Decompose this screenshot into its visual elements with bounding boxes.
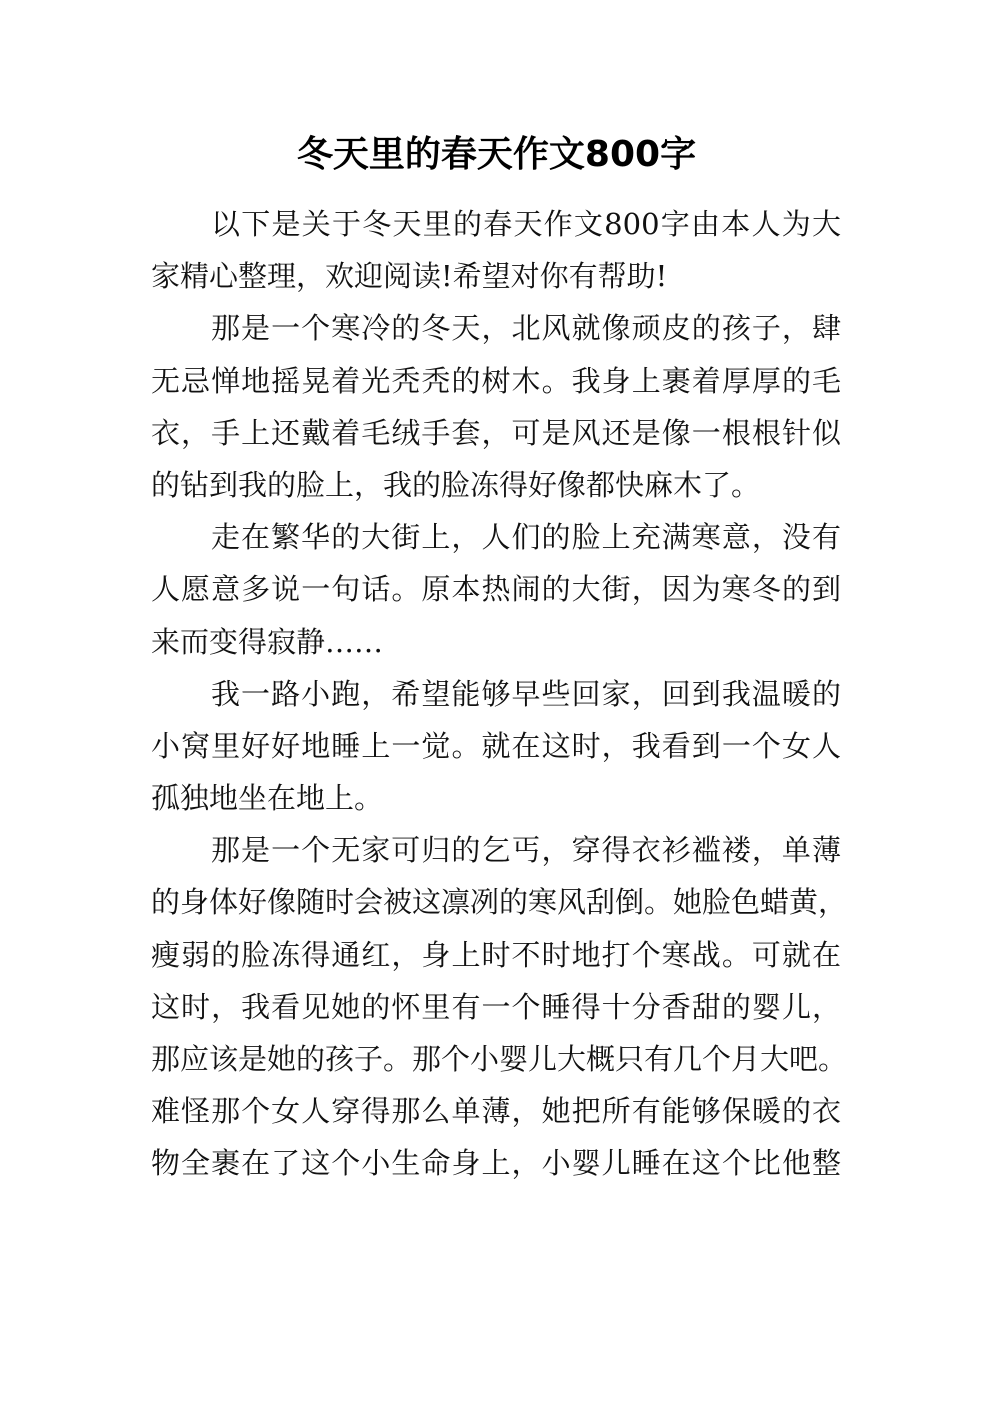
text-line: 来而变得寂静…… bbox=[151, 624, 384, 659]
text-line: 我一路小跑，希望能够早些回家，回到我温暖的 bbox=[211, 676, 841, 711]
paragraph bbox=[151, 824, 848, 1189]
text-line: 小窝里好好地睡上一觉。就在这时，我看到一个女人 bbox=[151, 728, 841, 763]
text-line: 这时，我看见她的怀里有一个睡得十分香甜的婴儿， bbox=[151, 989, 841, 1024]
text-line: 难怪那个女人穿得那么单薄，她把所有能够保暖的衣 bbox=[151, 1094, 841, 1129]
paragraph bbox=[151, 668, 841, 825]
text-line: 瘦弱的脸冻得通红，身上时不时地打个寒战。可就在 bbox=[151, 937, 841, 972]
paragraph bbox=[151, 302, 841, 511]
document-title: 冬天里的春天作文800字 bbox=[296, 134, 697, 175]
paragraph bbox=[151, 198, 841, 302]
text-line: 无忌惮地摇晃着光秃秃的树木。我身上裹着厚厚的毛 bbox=[151, 363, 841, 398]
text-line: 孤独地坐在地上。 bbox=[151, 781, 384, 816]
document-body bbox=[151, 198, 848, 1190]
text-line: 那应该是她的孩子。那个小婴儿大概只有几个月大吧。 bbox=[151, 1042, 848, 1076]
text-line: 那是一个寒冷的冬天，北风就像顽皮的孩子，肆 bbox=[211, 311, 841, 346]
text-line: 人愿意多说一句话。原本热闹的大街，因为寒冬的到 bbox=[151, 572, 841, 607]
text-line: 物全裹在了这个小生命身上，小婴儿睡在这个比他整 bbox=[151, 1146, 841, 1181]
text-line: 以下是关于冬天里的春天作文800字由本人为大 bbox=[211, 207, 841, 241]
text-line: 走在繁华的大街上，人们的脸上充满寒意，没有 bbox=[211, 520, 841, 555]
text-line: 家精心整理，欢迎阅读!希望对你有帮助! bbox=[151, 259, 668, 294]
paragraph bbox=[151, 511, 841, 668]
text-line: 那是一个无家可归的乞丐，穿得衣衫褴褛，单薄 bbox=[211, 833, 841, 868]
text-line: 的钻到我的脸上，我的脸冻得好像都快麻木了。 bbox=[151, 467, 761, 502]
text-line: 的身体好像随时会被这凛冽的寒风刮倒。她脸色蜡黄， bbox=[151, 885, 848, 920]
text-line: 衣，手上还戴着毛绒手套，可是风还是像一根根针似 bbox=[151, 415, 841, 450]
